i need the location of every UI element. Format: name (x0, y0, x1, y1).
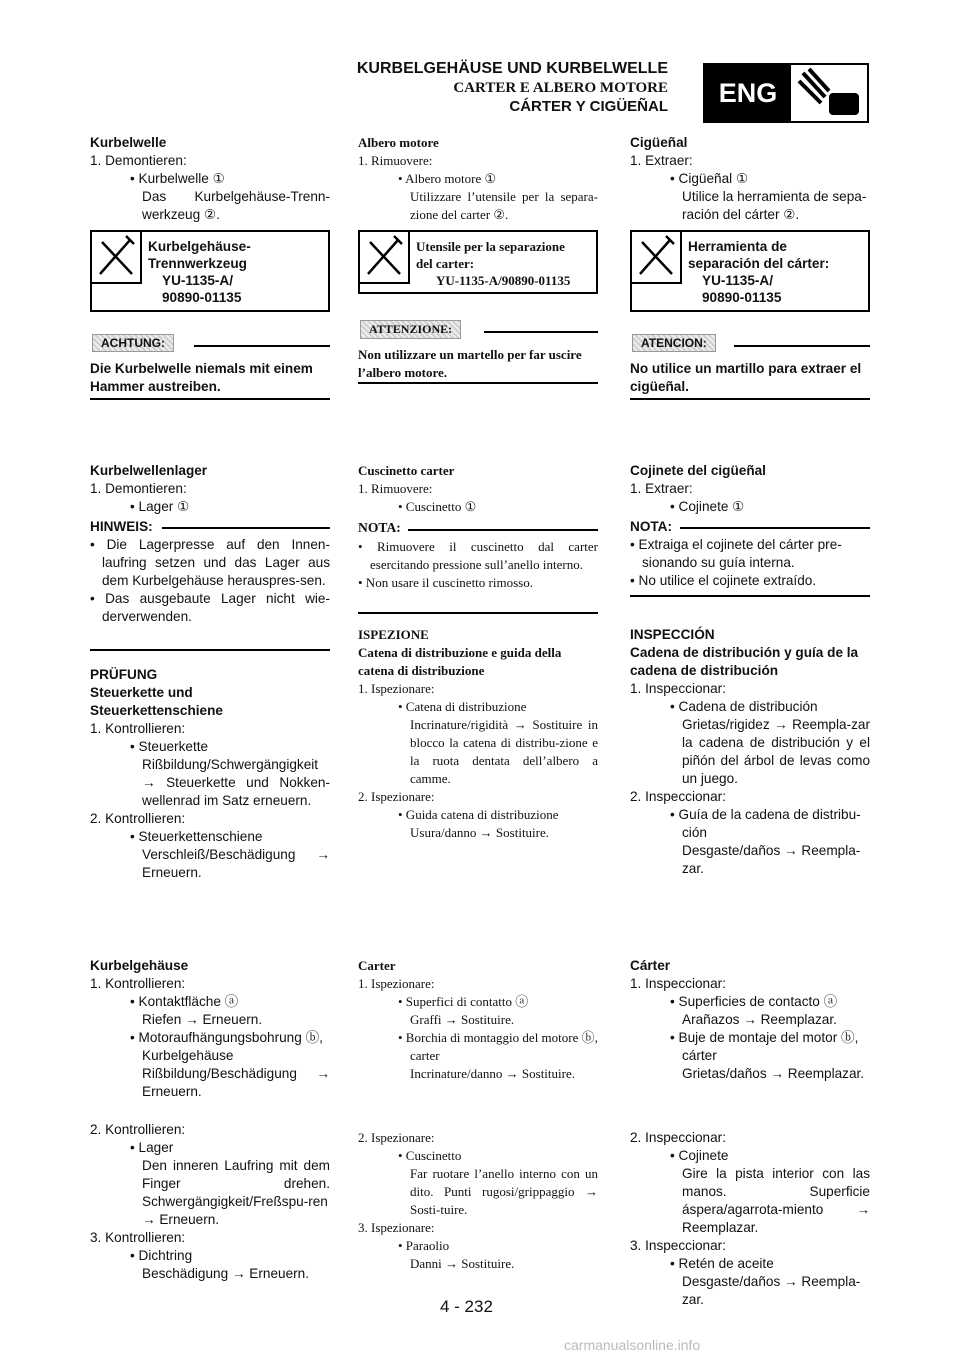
it-caution (358, 320, 598, 384)
header-title-es: CÁRTER Y CIGÜEÑAL (509, 98, 668, 115)
it-s4-text2: Incrinature/danno → Sostituire. (410, 1066, 575, 1081)
es-s4-title: Cárter (630, 958, 671, 973)
tool-icon (360, 232, 410, 284)
de-s4-text1: Riefen → Erneuern. (142, 1012, 263, 1027)
de-s4-item3: • Lager (130, 1140, 174, 1155)
it-section-crankcase (358, 957, 598, 1273)
de-note-1: • Die Lagerpresse auf den Innen-laufring setzen und das Lager aus dem Kurbelgehäuse herauspres-sen. (90, 537, 330, 588)
badge-label: ENG (705, 65, 791, 121)
it-s4-item4: • Paraolio (398, 1238, 450, 1253)
de-s4-text4: Beschädigung → Erneuern. (142, 1266, 310, 1281)
es-s4-text3: Gire la pista interior con las manos. Superficie áspera/agarrota-miento → Reemplazar. (682, 1166, 870, 1235)
de-s4-step3: 3. Kontrollieren: (90, 1230, 186, 1245)
es-section-inspection (630, 626, 870, 878)
de-s4-item2: • Motoraufhängungsbohrung ⓑ, Kurbelgehäuse (130, 1030, 323, 1063)
it-tool-line-3: YU-1135-A/90890-01135 (436, 273, 571, 288)
es-section-bearing (630, 462, 870, 516)
it-s3-text1: Incrinature/rigidità → Sostituire in blocco la catena di distribu-zione e la ruota dentata dell’albero a camme. (410, 717, 598, 786)
es-s4-step1: 1. Inspeccionar: (630, 976, 726, 991)
de-section-bearing (90, 462, 330, 516)
it-caution-text: Non utilizzare un martello per far uscire l’albero motore. (358, 347, 582, 380)
it-s1-text: Utilizzare l’utensile per la separa-zione del carter ②. (410, 189, 598, 222)
es-s3-item2: • Guía de la cadena de distribu-ción (670, 807, 861, 840)
es-s1-item: • Cigüeñal ① (670, 171, 749, 186)
es-s4-item1: • Superficies de contacto ⓐ (670, 994, 838, 1009)
es-s3-step1: 1. Inspeccionar: (630, 681, 726, 696)
de-caution (90, 334, 330, 402)
es-s1-text: Utilice la herramienta de sepa-ración del cárter ②. (682, 189, 867, 222)
it-s3-title: ISPEZIONE (358, 627, 429, 642)
es-s3-text2: Desgaste/daños → Reempla-zar. (682, 843, 861, 876)
de-tool-line-4: 90890-01135 (162, 290, 242, 305)
it-note-label: NOTA: (358, 520, 401, 535)
de-note-body (90, 536, 330, 626)
it-s2-item: • Cuscinetto ① (398, 499, 477, 514)
de-section-crankcase (90, 957, 330, 1283)
es-tool-line-3: YU-1135-A/ (702, 273, 774, 288)
es-s3-text1: Grietas/rigidez → Reempla-zar la cadena de distribución y el piñón del árbol de levas como un juego. (682, 717, 870, 786)
it-note-1: • Rimuovere il cuscinetto dal carter esercitando pressione sull’anello interno. (358, 539, 598, 572)
it-section-crankshaft (358, 134, 598, 224)
es-note-body (630, 536, 870, 590)
it-s4-text4: Danni → Sostituire. (410, 1256, 515, 1271)
es-note (630, 518, 870, 536)
it-s4-step2: 2. Ispezionare: (358, 1130, 435, 1145)
de-s4-step2: 2. Kontrollieren: (90, 1122, 186, 1137)
de-s4-text3: Den inneren Laufring mit dem Finger drehen. Schwergängigkeit/Freßspu-ren → Erneuern. (142, 1158, 330, 1227)
de-note-label: HINWEIS: (90, 519, 153, 534)
de-s4-item4: • Dichtring (130, 1248, 193, 1263)
it-s4-text3: Far ruotare l’anello interno con un dito. Punti rugosi/grippaggio → Sosti-tuire. (410, 1166, 598, 1217)
es-s2-step: 1. Extraer: (630, 481, 693, 496)
tool-icon (92, 232, 142, 284)
it-s4-step3: 3. Ispezionare: (358, 1220, 435, 1235)
es-caution-label: ATENCION: (632, 334, 716, 352)
de-s1-text: Das Kurbelgehäuse-Trenn-werkzeug ②. (142, 189, 330, 222)
it-caution-label: ATTENZIONE: (360, 320, 461, 339)
es-tool-line-2: separación del cárter: (688, 256, 830, 271)
es-note-1: • Extraiga el cojinete del cárter pre-sionando su guía interna. (630, 537, 842, 570)
it-s4-title: Carter (358, 958, 396, 973)
es-s4-step2: 2. Inspeccionar: (630, 1130, 726, 1145)
it-s4-text1: Graffi → Sostituire. (410, 1012, 515, 1027)
it-s2-title: Cuscinetto carter (358, 463, 455, 478)
de-s2-item: • Lager ① (130, 499, 190, 514)
de-tool-line-2: Trennwerkzeug (148, 256, 247, 271)
de-s3-text2: Verschleiß/Beschädigung → Erneuern. (142, 847, 330, 880)
de-s3-step1: 1. Kontrollieren: (90, 721, 186, 736)
it-section-bearing (358, 462, 598, 516)
es-s4-item4: • Retén de aceite (670, 1256, 774, 1271)
de-note-2: • Das ausgebaute Lager nicht wie-derverwenden. (90, 591, 330, 624)
it-s2-step: 1. Rimuovere: (358, 481, 433, 496)
es-tool-box (630, 230, 870, 312)
es-s4-step3: 3. Inspeccionar: (630, 1238, 726, 1253)
it-s3-item2: • Guida catena di distribuzione (398, 807, 559, 822)
it-note-body (358, 538, 598, 592)
page-number: 4 - 232 (440, 1297, 493, 1316)
de-note (90, 518, 330, 536)
it-tool-line-2: del carter: (416, 256, 475, 271)
it-s4-item2: • Borchia di montaggio del motore ⓑ, carter (398, 1030, 598, 1063)
es-note-label: NOTA: (630, 519, 673, 534)
es-s3-step2: 2. Inspeccionar: (630, 789, 726, 804)
de-tool-line-1: Kurbelgehäuse- (148, 239, 251, 254)
de-s3-item2: • Steuerkettenschiene (130, 829, 263, 844)
wrench-tool-icon (795, 67, 863, 119)
it-s4-item3: • Cuscinetto (398, 1148, 462, 1163)
es-tool-line-4: 90890-01135 (702, 290, 782, 305)
it-tool-line-1: Utensile per la separazione (416, 239, 565, 254)
es-caution-text: No utilice un martillo para extraer el cigüeñal. (630, 361, 862, 394)
es-section-crankcase (630, 957, 870, 1309)
de-s3-step2: 2. Kontrollieren: (90, 811, 186, 826)
es-s3-item1: • Cadena de distribución (670, 699, 818, 714)
de-tool-line-3: YU-1135-A/ (162, 273, 234, 288)
it-s3-step1: 1. Ispezionare: (358, 681, 435, 696)
it-s4-step1: 1. Ispezionare: (358, 976, 435, 991)
es-s4-item3: • Cojinete (670, 1148, 729, 1163)
de-s1-step: 1. Demontieren: (90, 153, 187, 168)
de-s3-sub: Steuerkette und Steuerkettenschiene (90, 685, 223, 718)
footer-watermark: carmanualsonline.info (564, 1337, 701, 1353)
it-s3-text2: Usura/danno → Sostituire. (410, 825, 550, 840)
it-s3-item1: • Catena di distribuzione (398, 699, 527, 714)
it-note (358, 520, 598, 536)
it-s4-item1: • Superfici di contatto ⓐ (398, 994, 529, 1009)
it-tool-box (358, 230, 598, 294)
es-s3-title: INSPECCIÓN (630, 627, 715, 642)
it-note-2: • Non usare il cuscinetto rimosso. (358, 575, 533, 590)
es-tool-line-1: Herramienta de (688, 239, 787, 254)
de-s2-step: 1. Demontieren: (90, 481, 187, 496)
it-s1-title: Albero motore (358, 135, 439, 150)
de-s2-title: Kurbelwellenlager (90, 463, 208, 478)
de-caution-label: ACHTUNG: (92, 334, 174, 352)
de-s3-text1: Rißbildung/Schwergängigkeit → Steuerkette und Nokken-wellenrad im Satz erneuern. (142, 757, 330, 808)
de-s3-title: PRÜFUNG (90, 667, 158, 682)
de-section-inspection (90, 666, 330, 882)
es-section-crankshaft (630, 134, 870, 224)
it-s3-step2: 2. Ispezionare: (358, 789, 435, 804)
de-s4-title: Kurbelgehäuse (90, 958, 189, 973)
es-s1-title: Cigüeñal (630, 135, 688, 150)
de-s4-step1: 1. Kontrollieren: (90, 976, 186, 991)
de-s4-text2: Rißbildung/Beschädigung → Erneuern. (142, 1066, 330, 1099)
es-s4-item2: • Buje de montaje del motor ⓑ, cárter (670, 1030, 859, 1063)
header-title-de: KURBELGEHÄUSE UND KURBELWELLE (356, 60, 668, 77)
it-section-inspection (358, 626, 598, 842)
es-s2-item: • Cojinete ① (670, 499, 745, 514)
tool-icon (632, 232, 682, 284)
de-s4-item1: • Kontaktfläche ⓐ (130, 994, 239, 1009)
it-s1-item: • Albero motore ① (398, 171, 497, 186)
es-s4-text2: Grietas/daños → Reemplazar. (682, 1066, 865, 1081)
de-s1-title: Kurbelwelle (90, 135, 167, 150)
header-title-it: CARTER E ALBERO MOTORE (453, 80, 668, 96)
de-s1-item: • Kurbelwelle ① (130, 171, 225, 186)
de-s3-item1: • Steuerkette (130, 739, 209, 754)
de-tool-box (90, 230, 330, 312)
de-section-crankshaft (90, 134, 330, 224)
it-s1-step: 1. Rimuovere: (358, 153, 433, 168)
section-badge (703, 63, 869, 123)
es-s3-sub: Cadena de distribución y guía de la cadena de distribución (630, 645, 859, 678)
de-caution-text: Die Kurbelwelle niemals mit einem Hammer austreiben. (90, 361, 313, 394)
es-caution (630, 334, 870, 402)
es-s2-title: Cojinete del cigüeñal (630, 463, 766, 478)
es-s4-text4: Desgaste/daños → Reempla-zar. (682, 1274, 861, 1307)
it-s3-sub: Catena di distribuzione e guida della catena di distribuzione (358, 645, 562, 678)
es-s1-step: 1. Extraer: (630, 153, 693, 168)
es-note-2: • No utilice el cojinete extraído. (630, 573, 817, 588)
es-s4-text1: Arañazos → Reemplazar. (682, 1012, 837, 1027)
